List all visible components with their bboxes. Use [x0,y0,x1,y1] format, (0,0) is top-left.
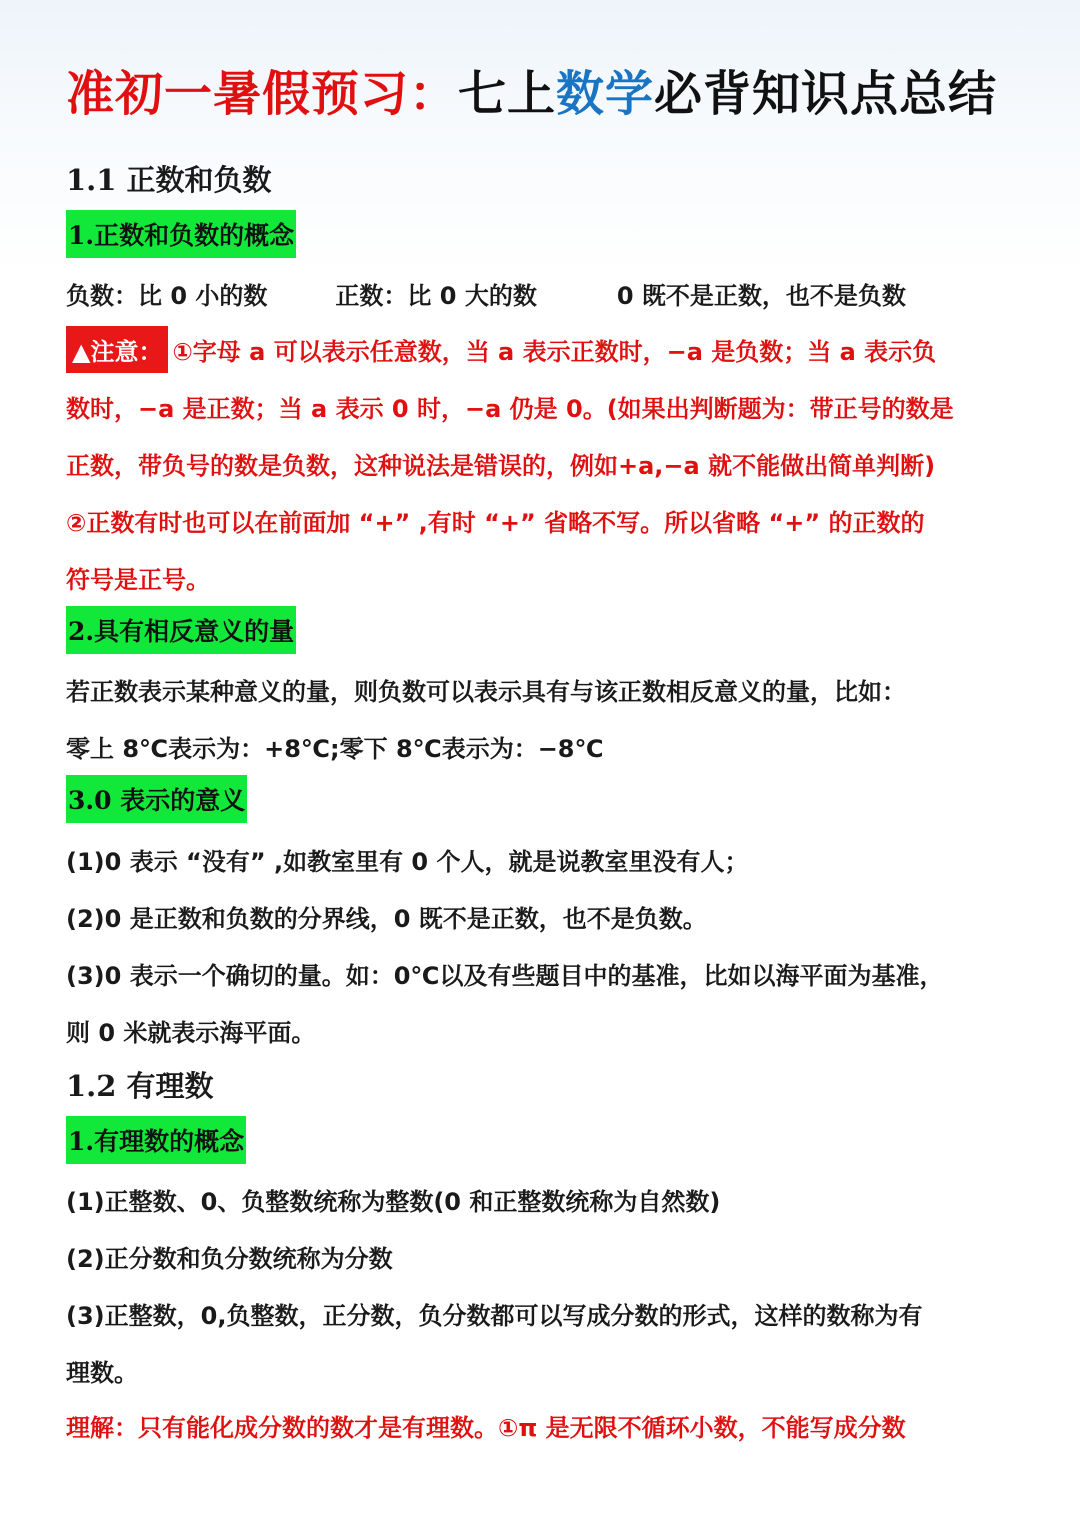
subheading-opposite [66,606,296,654]
note-line-2: 数时，−a 是正数；当 a 表示 0 时，−a 仍是 0。(如果出判断题为：带正号的数是 [66,395,954,423]
text-line: (3)0 表示一个确切的量。如：0℃以及有些题目中的基准，比如以海平面为基准， [66,962,944,990]
text-line: 若正数表示某种意义的量，则负数可以表示具有与该正数相反意义的量，比如： [66,678,906,706]
text-line: 零上 8℃表示为：+8℃;零下 8℃表示为：−8℃ [66,735,604,763]
def-zero: 0 既不是正数，也不是负数 [616,282,906,310]
subheading-label: 1.有理数的概念 [66,1116,246,1164]
title-part-blue: 数学 [556,66,655,122]
text-line: (2)正分数和负分数统称为分数 [66,1245,393,1273]
title-part-red: 准初一暑假预习： [66,66,459,122]
subheading-concept [66,210,296,258]
note-line-4: ②正数有时也可以在前面加 “+” ,有时 “+” 省略不写。所以省略 “+” 的正数的 [66,509,925,537]
section-heading-1-2: 1.2 有理数 [66,1069,214,1103]
title-part-black: 七上 [458,66,557,122]
subheading-zero-meaning [66,775,247,823]
text-line: (3)正整数，0,负整数，正分数，负分数都可以写成分数的形式，这样的数称为有 [66,1302,923,1330]
note-line-1 [66,326,936,373]
note-line-3: 正数，带负号的数是负数，这种说法是错误的，例如+a,−a 就不能做出简单判断) [66,452,936,480]
title-part-black-2: 必背知识点总结 [654,66,998,122]
note-line-5: 符号是正号。 [66,566,210,594]
text-line: 理数。 [66,1359,138,1387]
def-positive: 正数：比 0 大的数 [335,282,537,310]
text-line: (2)0 是正数和负数的分界线，0 既不是正数，也不是负数。 [66,905,707,933]
note-badge: ▲注意： [66,326,168,373]
text-line: (1)0 表示 “没有” ,如教室里有 0 个人，就是说教室里没有人； [66,848,749,876]
definitions-line [66,276,906,311]
subheading-rational-concept [66,1116,246,1164]
page-title [66,66,998,122]
understanding-line: 理解：只有能化成分数的数才是有理数。①π 是无限不循环小数，不能写成分数 [66,1414,906,1442]
section-heading-1-1: 1.1 正数和负数 [66,163,272,197]
note-text: ①字母 a 可以表示任意数，当 a 表示正数时，−a 是负数；当 a 表示负 [172,338,937,366]
subheading-label: 1.正数和负数的概念 [66,210,296,258]
def-negative: 负数：比 0 小的数 [66,282,268,310]
text-line: (1)正整数、0、负整数统称为整数(0 和正整数统称为自然数) [66,1188,721,1216]
text-line: 则 0 米就表示海平面。 [66,1019,316,1047]
subheading-label: 2.具有相反意义的量 [66,606,296,654]
subheading-label: 3.0 表示的意义 [66,775,247,823]
